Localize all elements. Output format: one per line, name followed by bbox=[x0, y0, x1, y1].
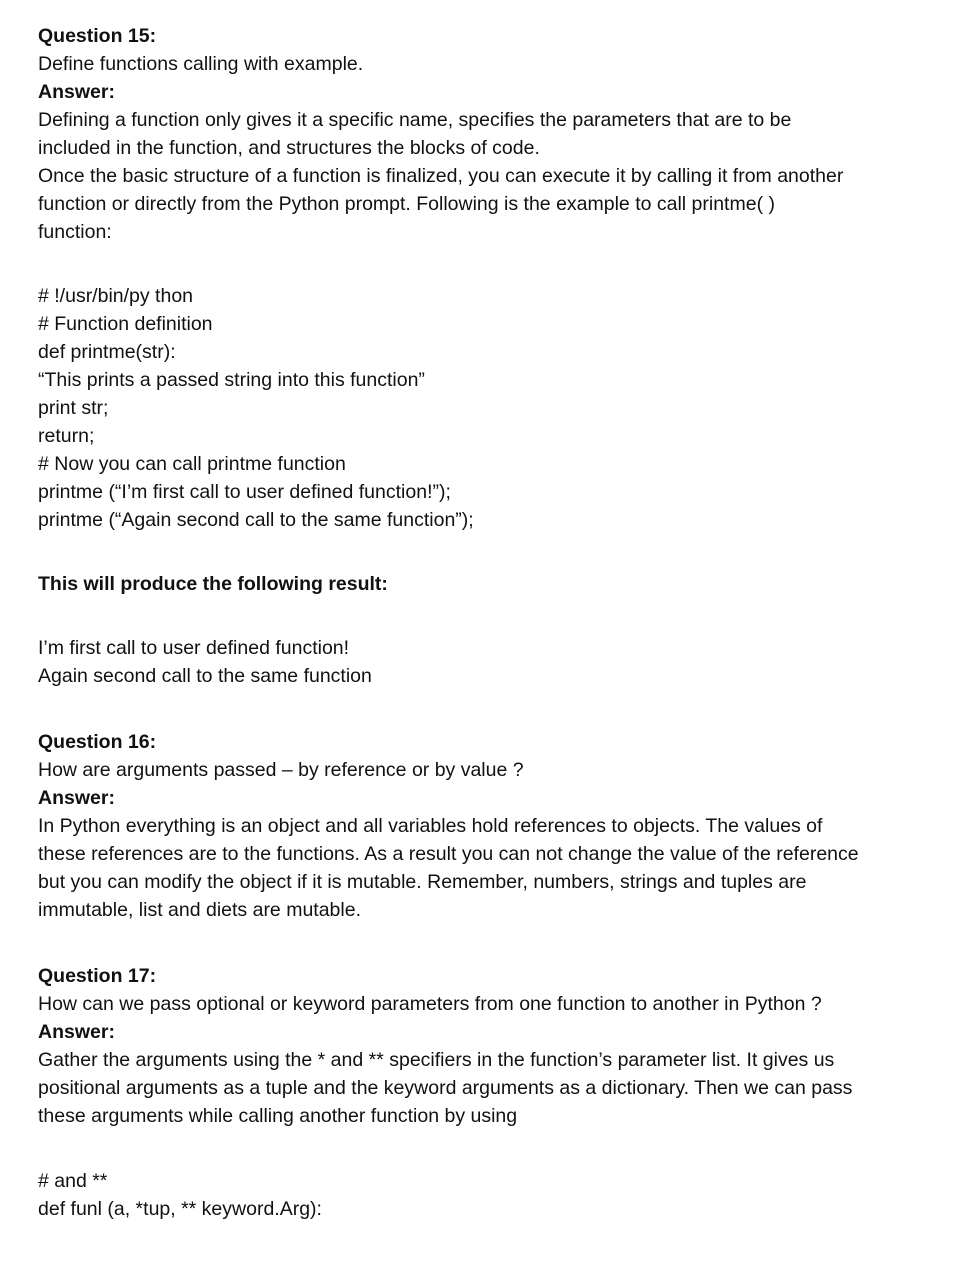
code-line: def printme(str): bbox=[38, 341, 176, 363]
answer-line: these references are to the functions. As a result you can not change the value of the reference bbox=[38, 843, 859, 865]
answer-line: function or directly from the Python prompt. Following is the example to call printme( ) bbox=[38, 193, 775, 215]
code-line: # Now you can call printme function bbox=[38, 453, 346, 475]
answer-paragraph bbox=[38, 1046, 933, 1130]
question-15-section bbox=[38, 22, 933, 690]
code-line: # and ** bbox=[38, 1170, 108, 1192]
answer-label: Answer: bbox=[38, 1021, 115, 1043]
code-line: “This prints a passed string into this function” bbox=[38, 369, 425, 391]
question-heading: Question 16: bbox=[38, 731, 157, 753]
question-text: How can we pass optional or keyword parameters from one function to another in Python ? bbox=[38, 993, 822, 1015]
question-16-section bbox=[38, 728, 933, 924]
answer-line: but you can modify the object if it is mutable. Remember, numbers, strings and tuples are bbox=[38, 871, 807, 893]
question-heading: Question 15: bbox=[38, 25, 157, 47]
answer-line: Once the basic structure of a function is finalized, you can execute it by calling it from another bbox=[38, 165, 844, 187]
answer-line: Defining a function only gives it a specific name, specifies the parameters that are to be bbox=[38, 109, 792, 131]
question-text: How are arguments passed – by reference or by value ? bbox=[38, 759, 524, 781]
answer-line: Gather the arguments using the * and ** specifiers in the function’s parameter list. It gives us bbox=[38, 1049, 835, 1071]
code-line: def funl (a, *tup, ** keyword.Arg): bbox=[38, 1198, 322, 1220]
answer-paragraph bbox=[38, 812, 933, 924]
answer-label: Answer: bbox=[38, 787, 115, 809]
answer-line: positional arguments as a tuple and the keyword arguments as a dictionary. Then we can pass bbox=[38, 1077, 853, 1099]
answer-label: Answer: bbox=[38, 81, 115, 103]
document-page bbox=[38, 22, 933, 1223]
question-text: Define functions calling with example. bbox=[38, 53, 364, 75]
answer-line: In Python everything is an object and all variables hold references to objects. The values of bbox=[38, 815, 823, 837]
result-line: I’m first call to user defined function! bbox=[38, 637, 350, 659]
code-example bbox=[38, 282, 933, 534]
code-example bbox=[38, 1167, 933, 1223]
result-output bbox=[38, 634, 933, 690]
code-line: printme (“Again second call to the same function”); bbox=[38, 509, 474, 531]
code-line: print str; bbox=[38, 397, 109, 419]
result-line: Again second call to the same function bbox=[38, 665, 372, 687]
answer-line: immutable, list and diets are mutable. bbox=[38, 899, 361, 921]
answer-paragraph bbox=[38, 106, 933, 246]
answer-line: function: bbox=[38, 221, 112, 243]
answer-line: included in the function, and structures the blocks of code. bbox=[38, 137, 540, 159]
code-line: # !/usr/bin/py thon bbox=[38, 285, 194, 307]
result-heading: This will produce the following result: bbox=[38, 573, 388, 595]
question-17-section bbox=[38, 962, 933, 1223]
code-line: printme (“I’m first call to user defined function!”); bbox=[38, 481, 451, 503]
question-heading: Question 17: bbox=[38, 965, 157, 987]
answer-line: these arguments while calling another function by using bbox=[38, 1105, 518, 1127]
code-line: # Function definition bbox=[38, 313, 213, 335]
code-line: return; bbox=[38, 425, 95, 447]
